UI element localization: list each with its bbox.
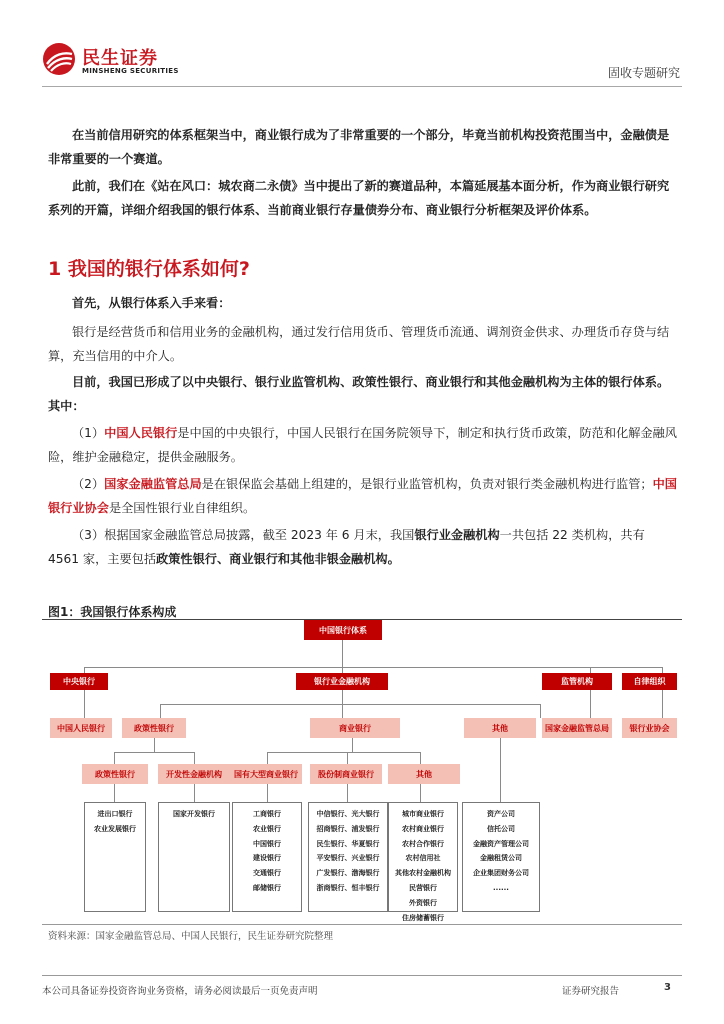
connector-other-fin-list xyxy=(500,738,501,802)
list-entry: 农业发展银行 xyxy=(94,824,136,833)
list-entry: 信托公司 xyxy=(487,824,515,833)
list-entry: 农业银行 xyxy=(253,824,281,833)
connector-others xyxy=(540,704,541,718)
list-entry: 农村合作银行 xyxy=(402,839,444,848)
node-policy-category: 政策性银行 xyxy=(122,718,186,738)
section-label: 固收专题研究 xyxy=(607,66,680,80)
intro-paragraph-2: 此前，我们在《站在风口：城农商二永债》当中提出了新的赛道品种，本篇延展基本面分析，作为商业银行研究系列的开篇，详细介绍我国的银行体系、当前商业银行存量债券分布、商业银行分析框架及评价体系。 xyxy=(48,179,670,217)
node-state-owned: 国有大型商业银行 xyxy=(230,764,302,784)
node-pboc: 中国人民银行 xyxy=(50,718,112,738)
list-entry: 企业集团财务公司 xyxy=(473,869,529,878)
figure-source: 资料来源：国家金融监管总局、中国人民银行，民生证券研究院整理 xyxy=(48,931,334,942)
list-other-commercial-banks xyxy=(388,802,458,922)
connector-nfra xyxy=(590,690,591,718)
footer-disclaimer: 本公司具备证券投资咨询业务资格，请务必阅读最后一页免责声明 xyxy=(42,986,318,997)
list-policy-banks xyxy=(84,802,146,912)
list-entry: 交通银行 xyxy=(253,869,281,878)
minsheng-logo-icon xyxy=(42,42,76,76)
brand-name-cn: 民生证券 xyxy=(82,48,158,69)
connector-root-stem xyxy=(342,640,343,667)
node-policy-bank: 政策性银行 xyxy=(82,764,148,784)
connector-joint-list xyxy=(347,784,348,802)
paragraph-item-2: （2）国家金融监管总局是在银保监会基础上组建的，是银行业监管机构，负责对银行类金融机构进行监管；中国银行业协会是全国性银行业自律组织。 xyxy=(48,477,677,515)
list-entry: 招商银行、浦发银行 xyxy=(316,824,380,833)
node-association: 银行业协会 xyxy=(622,718,677,738)
node-root: 中国银行体系 xyxy=(304,620,382,640)
node-selfreg: 自律组织 xyxy=(622,673,677,690)
connector-policy-bank xyxy=(114,752,115,764)
footer-report-type: 证券研究报告 xyxy=(562,986,620,997)
list-entry: 广发银行、渤海银行 xyxy=(316,869,380,878)
paragraph-item-1: （1）中国人民银行是中国的中央银行，中国人民银行在国务院领导下，制定和执行货币政策，防范和化解金融风险，维护金融稳定，提供金融服务。 xyxy=(48,426,677,464)
node-dev-bank: 开发性金融机构 xyxy=(158,764,230,784)
connector-other-comm xyxy=(420,752,421,764)
figure-bottom-rule xyxy=(42,924,682,925)
list-entry: 国家开发银行 xyxy=(173,810,215,818)
connector-commercial-bar xyxy=(267,752,420,753)
connector-commercial-stem xyxy=(352,738,353,752)
footer-divider xyxy=(42,975,682,976)
node-nfra: 国家金融监管总局 xyxy=(542,718,612,738)
list-entry: 进出口银行 xyxy=(97,810,133,818)
list-dev-banks xyxy=(158,802,230,912)
node-others: 其他 xyxy=(464,718,536,738)
connector-dev-list xyxy=(194,784,195,802)
node-commercial: 商业银行 xyxy=(310,718,400,738)
connector-level2-bar xyxy=(160,704,540,705)
node-central-bank: 中央银行 xyxy=(50,673,108,690)
header-divider xyxy=(42,86,682,87)
connector-commercial xyxy=(342,704,343,718)
list-entry: ...... xyxy=(493,883,509,892)
bank-system-diagram xyxy=(42,620,682,925)
paragraph-bank-definition: 银行是经营货币和信用业务的金融机构，通过发行信用货币、管理货币流通、调剂资金供求、办理货币存贷与结算，充当信用的中介人。 xyxy=(48,325,670,363)
list-entry: 中国银行 xyxy=(253,839,281,848)
list-entry: 城市商业银行 xyxy=(402,810,444,818)
list-entry: 平安银行、兴业银行 xyxy=(316,854,380,863)
list-entry: 农村商业银行 xyxy=(402,824,444,833)
list-entry: 金融租赁公司 xyxy=(480,854,522,863)
list-joint-stock-banks xyxy=(308,802,388,912)
list-entry: 民生银行、华夏银行 xyxy=(316,839,380,848)
list-entry: 其他农村金融机构 xyxy=(395,869,451,878)
connector-level1-bar xyxy=(84,667,662,668)
connector-policy-bar xyxy=(114,752,194,753)
connector-state-list xyxy=(267,784,268,802)
list-other-financial-institutions xyxy=(462,802,540,912)
connector-other-comm-list xyxy=(420,784,421,802)
page-number: 3 xyxy=(664,982,671,993)
node-industry: 银行业金融机构 xyxy=(296,673,388,690)
node-other-commercial: 其他 xyxy=(388,764,460,784)
connector-industry-stem xyxy=(342,690,343,704)
brand-name-en: MINSHENG SECURITIES xyxy=(82,67,179,75)
list-entry: 工商银行 xyxy=(253,810,281,818)
connector-central-pboc xyxy=(84,690,85,718)
connector-policy xyxy=(160,704,161,718)
list-entry: 中信银行、光大银行 xyxy=(316,810,380,818)
paragraph-first: 首先，从银行体系入手来看： xyxy=(72,296,231,310)
intro-paragraph-1: 在当前信用研究的体系框架当中，商业银行成为了非常重要的一个部分，毕竟当前机构投资范围当中，金融债是非常重要的一个赛道。 xyxy=(48,128,670,166)
connector-dev-bank xyxy=(194,752,195,764)
list-entry: 民营银行 xyxy=(409,883,437,892)
connector-association xyxy=(662,690,663,718)
list-entry: 资产公司 xyxy=(487,810,515,818)
list-entry: 外资银行 xyxy=(409,898,437,907)
figure-caption: 图1：我国银行体系构成 xyxy=(48,605,177,619)
node-supervision: 监管机构 xyxy=(542,673,612,690)
connector-policy-list xyxy=(114,784,115,802)
connector-joint-stock xyxy=(347,752,348,764)
paragraph-bank-system: 目前，我国已形成了以中央银行、银行业监管机构、政策性银行、商业银行和其他金融机构为主体的银行体系。其中： xyxy=(48,375,670,413)
connector-state-owned xyxy=(267,752,268,764)
list-entry: 浙商银行、恒丰银行 xyxy=(316,883,380,892)
connector-policy-stem xyxy=(154,738,155,752)
paragraph-item-3: （3）根据国家金融监管总局披露，截至 2023 年 6 月末，我国银行业金融机构一共包括 22 类机构，共有 4561 家，主要包括政策性银行、商业银行和其他非银金融机构。 xyxy=(48,528,645,566)
section-heading: 1 我国的银行体系如何? xyxy=(48,258,250,280)
list-state-owned-banks xyxy=(232,802,302,912)
node-joint-stock: 股份制商业银行 xyxy=(310,764,382,784)
list-entry: 建设银行 xyxy=(253,854,281,863)
list-entry: 金融资产管理公司 xyxy=(473,839,529,848)
list-entry: 邮储银行 xyxy=(253,883,281,892)
list-entry: 住房储蓄银行 xyxy=(402,913,444,922)
list-entry: 农村信用社 xyxy=(405,854,441,863)
